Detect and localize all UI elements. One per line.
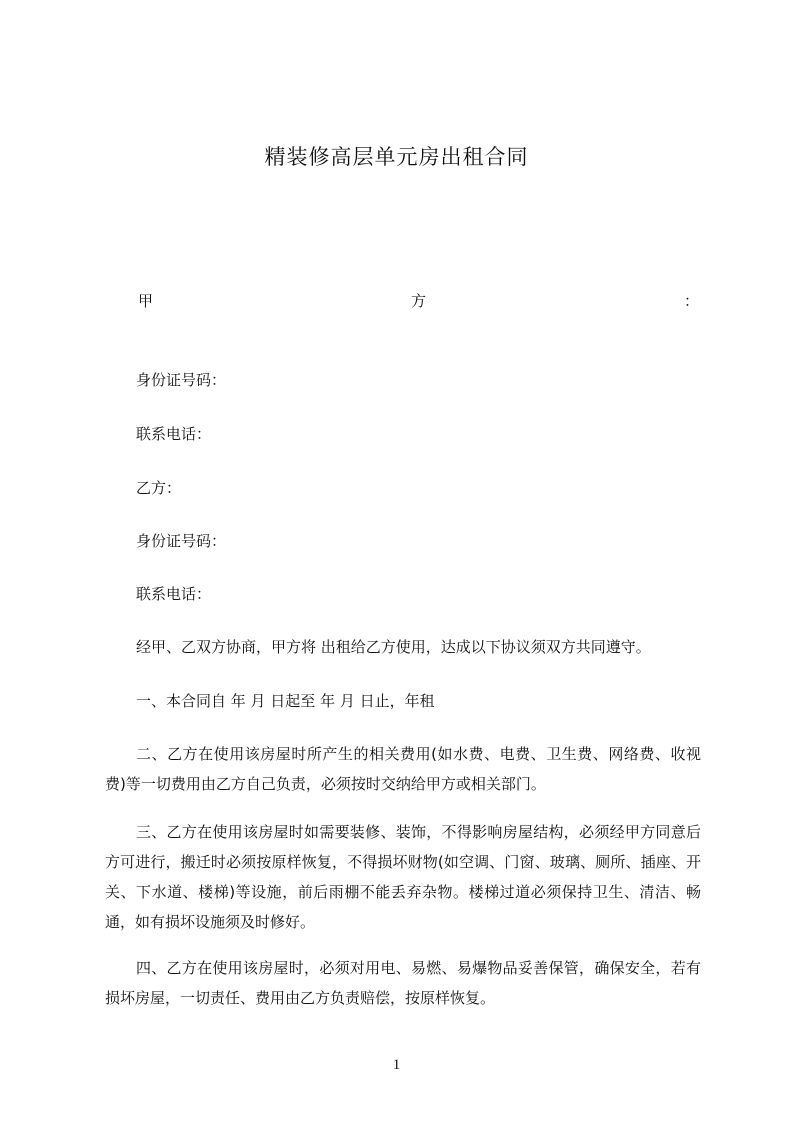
party-b-phone-label: 联系电话： [136,585,212,603]
clause-3: 三、乙方在使用该房屋时如需要装修、装饰，不得影响房屋结构，必须经甲方同意后方可进行，搬迁时必须按原样恢复，不得损坏财物(如空调、门窗、玻璃、厕所、插座、开关、下水道、楼梯)等设施，前后雨棚不能丢弃杂物。楼梯过道必须保持卫生、清洁、畅通，如有损坏设施须及时修好。 [105,823,701,931]
intro-paragraph: 经甲、乙双方协商，甲方将 出租给乙方使用，达成以下协议须双方共同遵守。 [136,638,651,656]
document-title: 精装修高层单元房出租合同 [264,145,529,169]
party-a-colon: ： [684,292,700,310]
party-a-line [138,288,700,314]
party-a-id-label: 身份证号码： [136,371,227,389]
clause-1: 一、本合同自 年 月 日起至 年 月 日止，年租 [136,692,435,710]
party-b-id-label: 身份证号码： [136,532,227,550]
clause-2: 二、乙方在使用该房屋时所产生的相关费用(如水费、电费、卫生费、网络费、收视费)等一切费用由乙方自己负责，必须按时交纳给甲方或相关部门。 [105,745,701,793]
party-a-char-jia: 甲 [138,292,154,310]
party-b-label: 乙方： [136,479,182,497]
clause-4: 四、乙方在使用该房屋时，必须对用电、易燃、易爆物品妥善保管，确保安全，若有损坏房屋，一切责任、费用由乙方负责赔偿，按原样恢复。 [105,959,701,1007]
page-number: 1 [392,1057,401,1073]
party-a-phone-label: 联系电话： [136,425,212,443]
party-a-char-fang: 方 [411,292,427,310]
